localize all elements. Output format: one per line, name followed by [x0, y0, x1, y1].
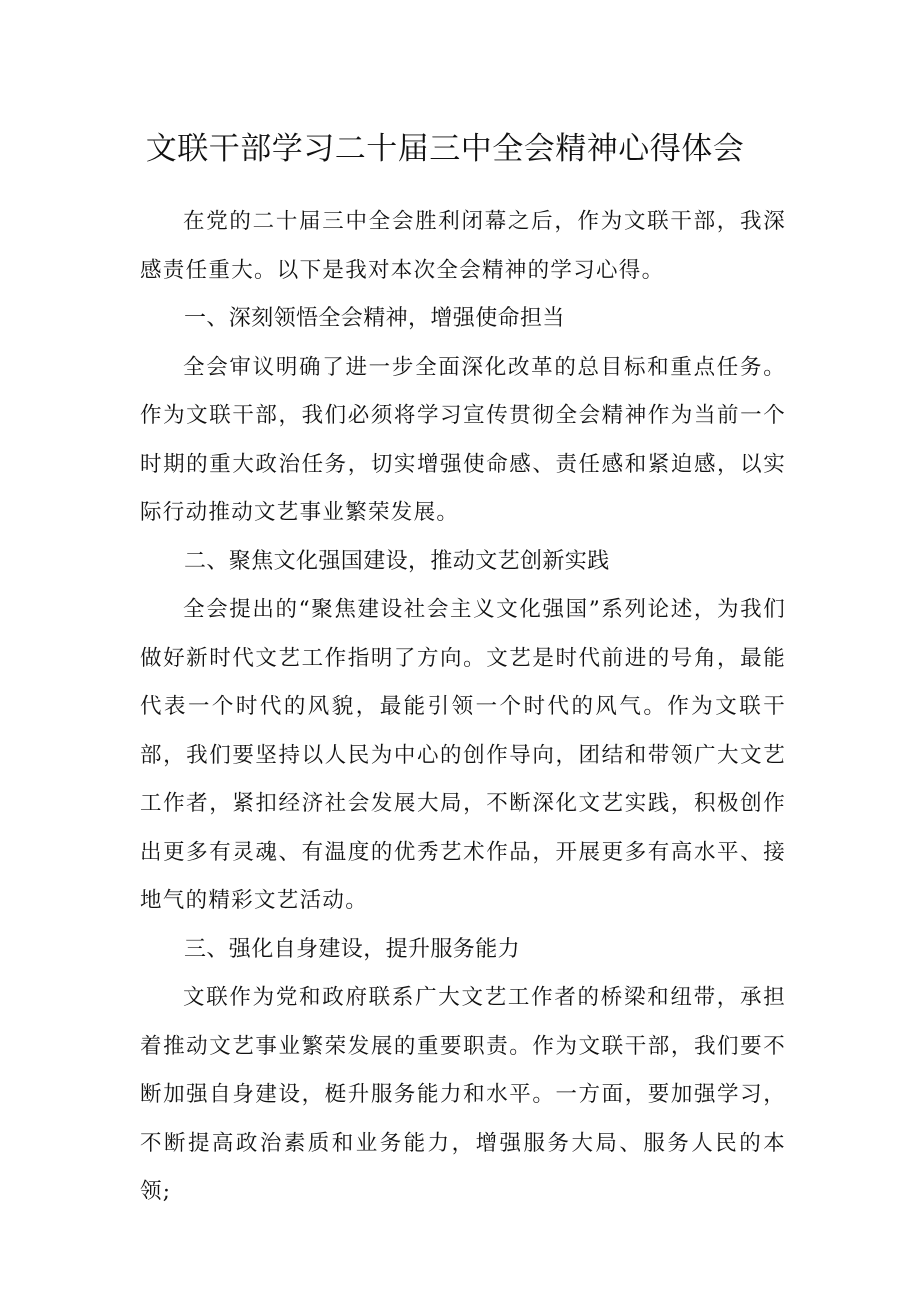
- section-2-paragraph: 全会提出的“聚焦建设社会主义文化强国”系列论述，为我们做好新时代文艺工作指明了方向。文艺是时代前进的号角，最能代表一个时代的风貌，最能引领一个时代的风气。作为文联干部，我们要坚持以人民为中心的创作导向，团结和带领广大文艺工作者，紧扣经济社会发展大局，不断深化文艺实践，积极创作出更多有灵魂、有温度的优秀艺术作品，开展更多有高水平、接地气的精彩文艺活动。: [140, 597, 786, 913]
- document-body: [140, 198, 786, 1217]
- section-3-heading: 三、强化自身建设，提升服务能力: [184, 936, 521, 962]
- section-1-paragraph: 全会审议明确了进一步全面深化改革的总目标和重点任务。作为文联干部，我们必须将学习宣传贯彻全会精神作为当前一个时期的重大政治任务，切实增强使命感、责任感和紧迫感，以实际行动推动文艺事业繁荣发展。: [140, 354, 786, 525]
- section-2-heading: 二、聚焦文化强国建设，推动文艺创新实践: [184, 548, 610, 574]
- intro-paragraph: 在党的二十届三中全会胜利闭幕之后，作为文联干部，我深感责任重大。以下是我对本次全会精神的学习心得。: [140, 209, 786, 283]
- document-title: 文联干部学习二十届三中全会精神心得体会: [145, 131, 745, 167]
- section-3-paragraph: 文联作为党和政府联系广大文艺工作者的桥梁和纽带，承担着推动文艺事业繁荣发展的重要职责。作为文联干部，我们要不断加强自身建设，梃升服务能力和水平。一方面，要加强学习，不断提高政治素质和业务能力，增强服务大局、服务人民的本领;: [140, 985, 786, 1204]
- section-1-heading: 一、深刻领悟全会精神，增强使命担当: [184, 306, 565, 331]
